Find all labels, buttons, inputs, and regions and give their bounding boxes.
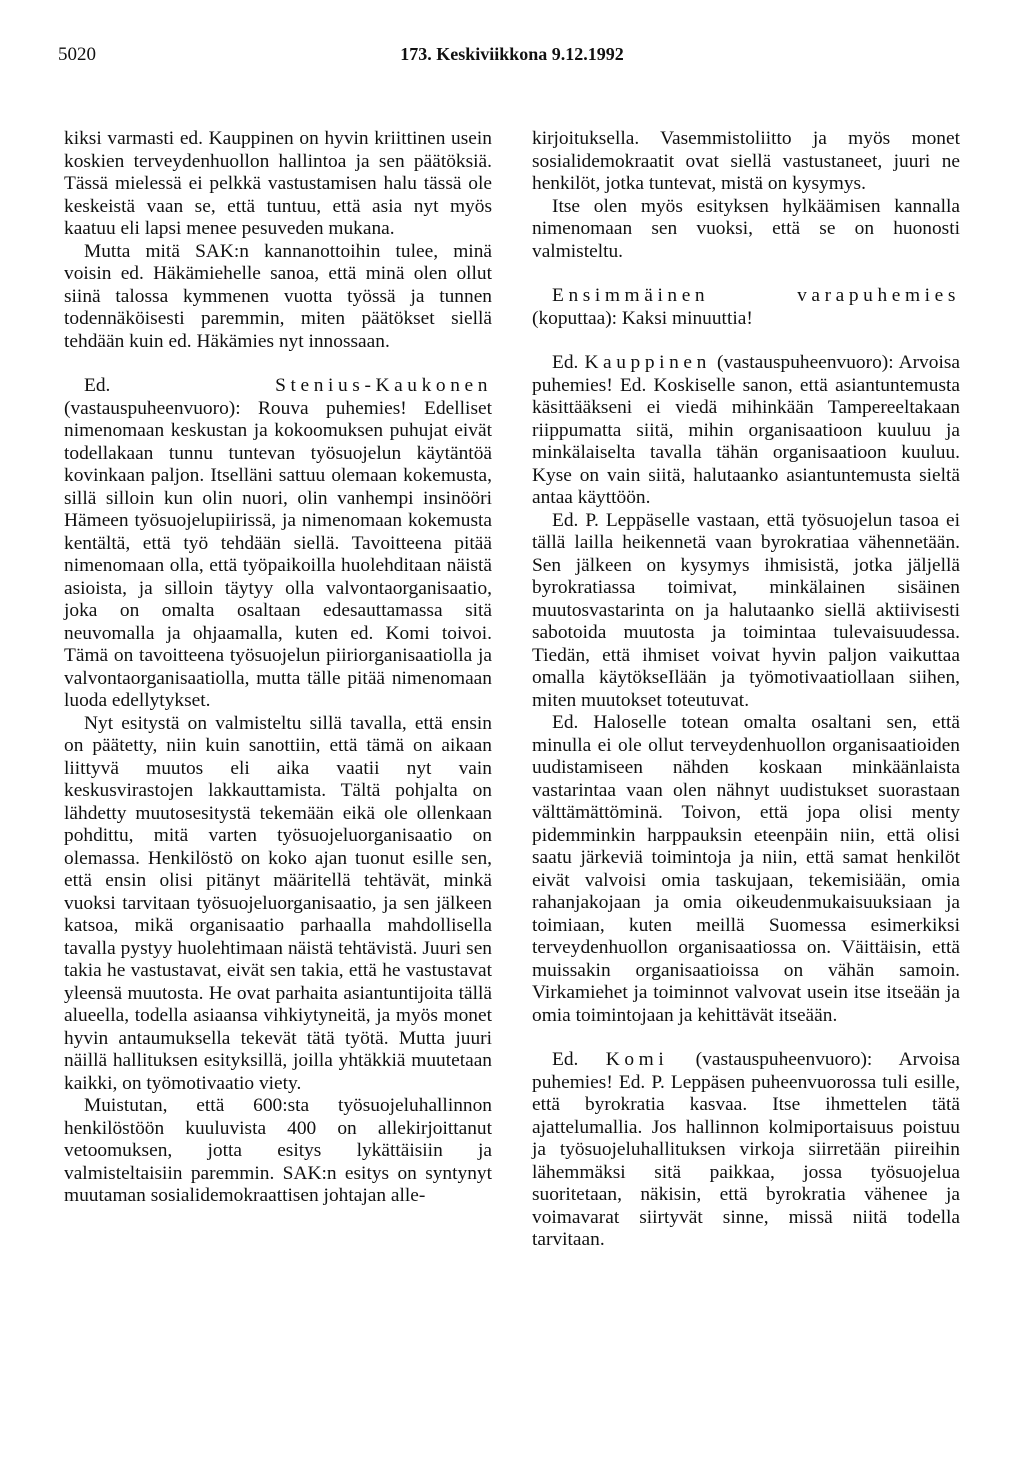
speech-paragraph (64, 375, 492, 713)
running-title: 173. Keskiviikkona 9.12.1992 (400, 44, 624, 64)
speech-text: (vastauspuheenvuoro): Arvoisa puhemies! Ed. Koskiselle sanon, että asiantuntemusta käsittääkseni ei viedä mihinkään Tampereeltakaan riippumatta siitä, mihin organisaatioon kuuluu ja minkälaiselta tavalla tähän organisaatioon kuuluu. Kyse on vain siitä, halutaanko asiantuntemusta sieltä antaa käyttöön. (532, 352, 960, 508)
paragraph: Ed. Haloselle totean omalta osaltani sen, että minulla ei ole ollut terveydenhuollon organisaatioiden uudistamiseen nähden koskaan minkäänlaista vastarintaa vaan olen nähnyt uudistukset suorastaan välttämättöminä. Toivon, että jopa olisi menty pidemminkin harppauksin eteenpäin niin, että olisi saatu järkeviä toimintoja ja niin, että samat henkilöt eivät valvoisi omia taskujaan, tekemisiään, omia rahanjakojaan ja omia oikeudenmukaisuuksiaan ja toimiaan, kuten meillä Suomessa esimerkiksi terveydenhuollon organisaatiossa on. Väittäisin, että muissakin organisaatioissa on vähän samoin. Virkamiehet ja toiminnot valvovat usein itse itseään ja omia toimintojaan ja kehittävät itseään. (532, 712, 960, 1026)
speech-paragraph (532, 285, 960, 330)
paragraph: Muistutan, että 600:sta työsuojeluhallinnon henkilöstöön kuuluvista 400 on allekirjoittanut vetoomuksen, jotta esitys lykättäisiin ja valmisteltaisiin paremmin. SAK:n esitys on syntynyt muutaman sosialidemokraattisen johtajan alle- (64, 1095, 492, 1206)
speech-prefix: Ed. (552, 352, 585, 373)
speech-text: (vastauspuheenvuoro): Rouva puhemies! Edelliset nimenomaan keskustan ja kokoomuksen puhujat eivät todellakaan tunnu tuntevan työsuojelun käytäntöä kovinkaan paljon. Itselläni sattuu olemaan kokemusta, sillä silloin kun olin nuori, olin vanhempi insinööri Hämeen työsuojelupiirissä, ja nimenomaan kokemusta kentältä, että työ tehdään siellä. Tavoitteena pitää nimenomaan olla, että työpaikoilla huolehditaan näistä asioista, ja silloin täytyy olla valvontaorganisaatio, joka on omalta osaltaan edesauttamassa sitä neuvomalla ja ohjaamalla, kuten ed. Komi toivoi. Tämä on tavoitteena työsuojelun piiriorganisaatiolla ja valvontaorganisaatiolla, mutta tälle pitää nimenomaan luoda edellytykset. (64, 397, 492, 711)
page-header (0, 44, 1024, 70)
paragraph: Itse olen myös esityksen hylkäämisen kannalla nimenomaan sen vuoksi, että se on huonosti valmisteltu. (532, 195, 960, 262)
speaker-name: Komi (605, 1049, 669, 1070)
paragraph: kiksi varmasti ed. Kauppinen on hyvin kriittinen usein koskien terveydenhuollon hallintoa ja sen päätöksiä. Tässä mielessä ei pelkkä vastustamisen halu tässä ole keskeistä vaan se, että tuntuu, että asia nyt myös kaatuu eli lapsi menee pesuveden mukana. (64, 128, 492, 239)
speech-paragraph (532, 1049, 960, 1252)
right-column (532, 128, 960, 1252)
speech-text: (koputtaa): Kaksi minuuttia! (532, 307, 753, 329)
paragraph: Nyt esitystä on valmisteltu sillä tavalla, että ensin on päätetty, niin kuin sanottiin, että tämä on aikaan liittyvä muutos eli aika vaatii nyt vain keskusvirastojen lakkauttamista. Tältä pohjalta on lähdetty muutosesitystä tekemään eikä ole ollenkaan pohdittu, mitä varten työsuojeluorganisaatio on olemassa. Henkilöstö on koko ajan tuonut esille sen, että ensin olisi pitänyt määritellä tehtävät, minkä vuoksi tarvitaan työsuojeluorganisaatio, ja sen jälkeen katsoa, mikä organisaatio parhaalla mahdollisella tavalla pystyy huolehtimaan näistä tehtävistä. Juuri sen takia he vastustavat, eivät sen takia, että he vastustavat yleensä muutosta. He ovat parhaita asiantuntijoita tällä alueella, todella asiaansa vihkiytyneitä, ja myös monet hyvin antaumuksella tekevät tätä työtä. Mutta juuri näillä hallituksen esityksillä, joilla yhtäkkiä muutetaan kaikki, on työmotivaatio viety. (64, 712, 492, 1094)
paragraph: kirjoituksella. Vasemmistoliitto ja myös monet sosialidemokraatit ovat siellä vastustaneet, juuri ne henkilöt, jotka tuntevat, mistä on kysymys. (532, 128, 960, 194)
speaker-name: Ensimmäinen varapuhemies (552, 285, 960, 306)
speaker-name: Stenius-Kaukonen (275, 375, 492, 396)
speech-prefix: Ed. (552, 1049, 606, 1070)
page-number: 5020 (58, 44, 96, 65)
paragraph: Ed. P. Leppäselle vastaan, että työsuojelun tasoa ei tällä lailla heikennetä vaan byrokratiaa vähennetään. Sen jälkeen on kysymys ihmisistä, jotka jäljellä byrokratiassa toimivat, minkälainen sisäinen muutosvastarinta on ja halutaanko siellä aktiivisesti sabotoida muutosta ja toimintaa tulevaisuudessa. Tiedän, että ihmiset voivat hyvin paljon vaikuttaa omalla käytökseIlään ja työmotivaatiollaan siihen, miten muutokset toteutuvat. (532, 509, 960, 711)
speech-paragraph (532, 352, 960, 510)
speech-prefix: Ed. (84, 375, 276, 396)
left-column (64, 128, 492, 1208)
speaker-name: Kauppinen (584, 352, 711, 373)
speech-text: (vastauspuheenvuoro): Arvoisa puhemies! Ed. P. Leppäsen puheenvuorossa tuli esille, että byrokratia kasvaa. Itse ihmettelen tätä ajattelumallia. Jos hallinnon kolmiportaisuus poistuu ja työsuojeluhallituksen virkoja siirretään piireihin lähemmäksi sitä paikkaa, jossa työsuojelua suoritetaan, näkisin, että byrokratia vähenee ja voimavarat siirtyvät sinne, missä niitä todella tarvitaan. (532, 1049, 960, 1250)
paragraph: Mutta mitä SAK:n kannanottoihin tulee, minä voisin ed. Häkämiehelle sanoa, että minä olen ollut siinä talossa kymmenen vuotta työssä ja tunnen todennäköisesti paremmin, miten päätökset siellä tehdään kuin ed. Häkämies nyt innossaan. (64, 240, 492, 352)
